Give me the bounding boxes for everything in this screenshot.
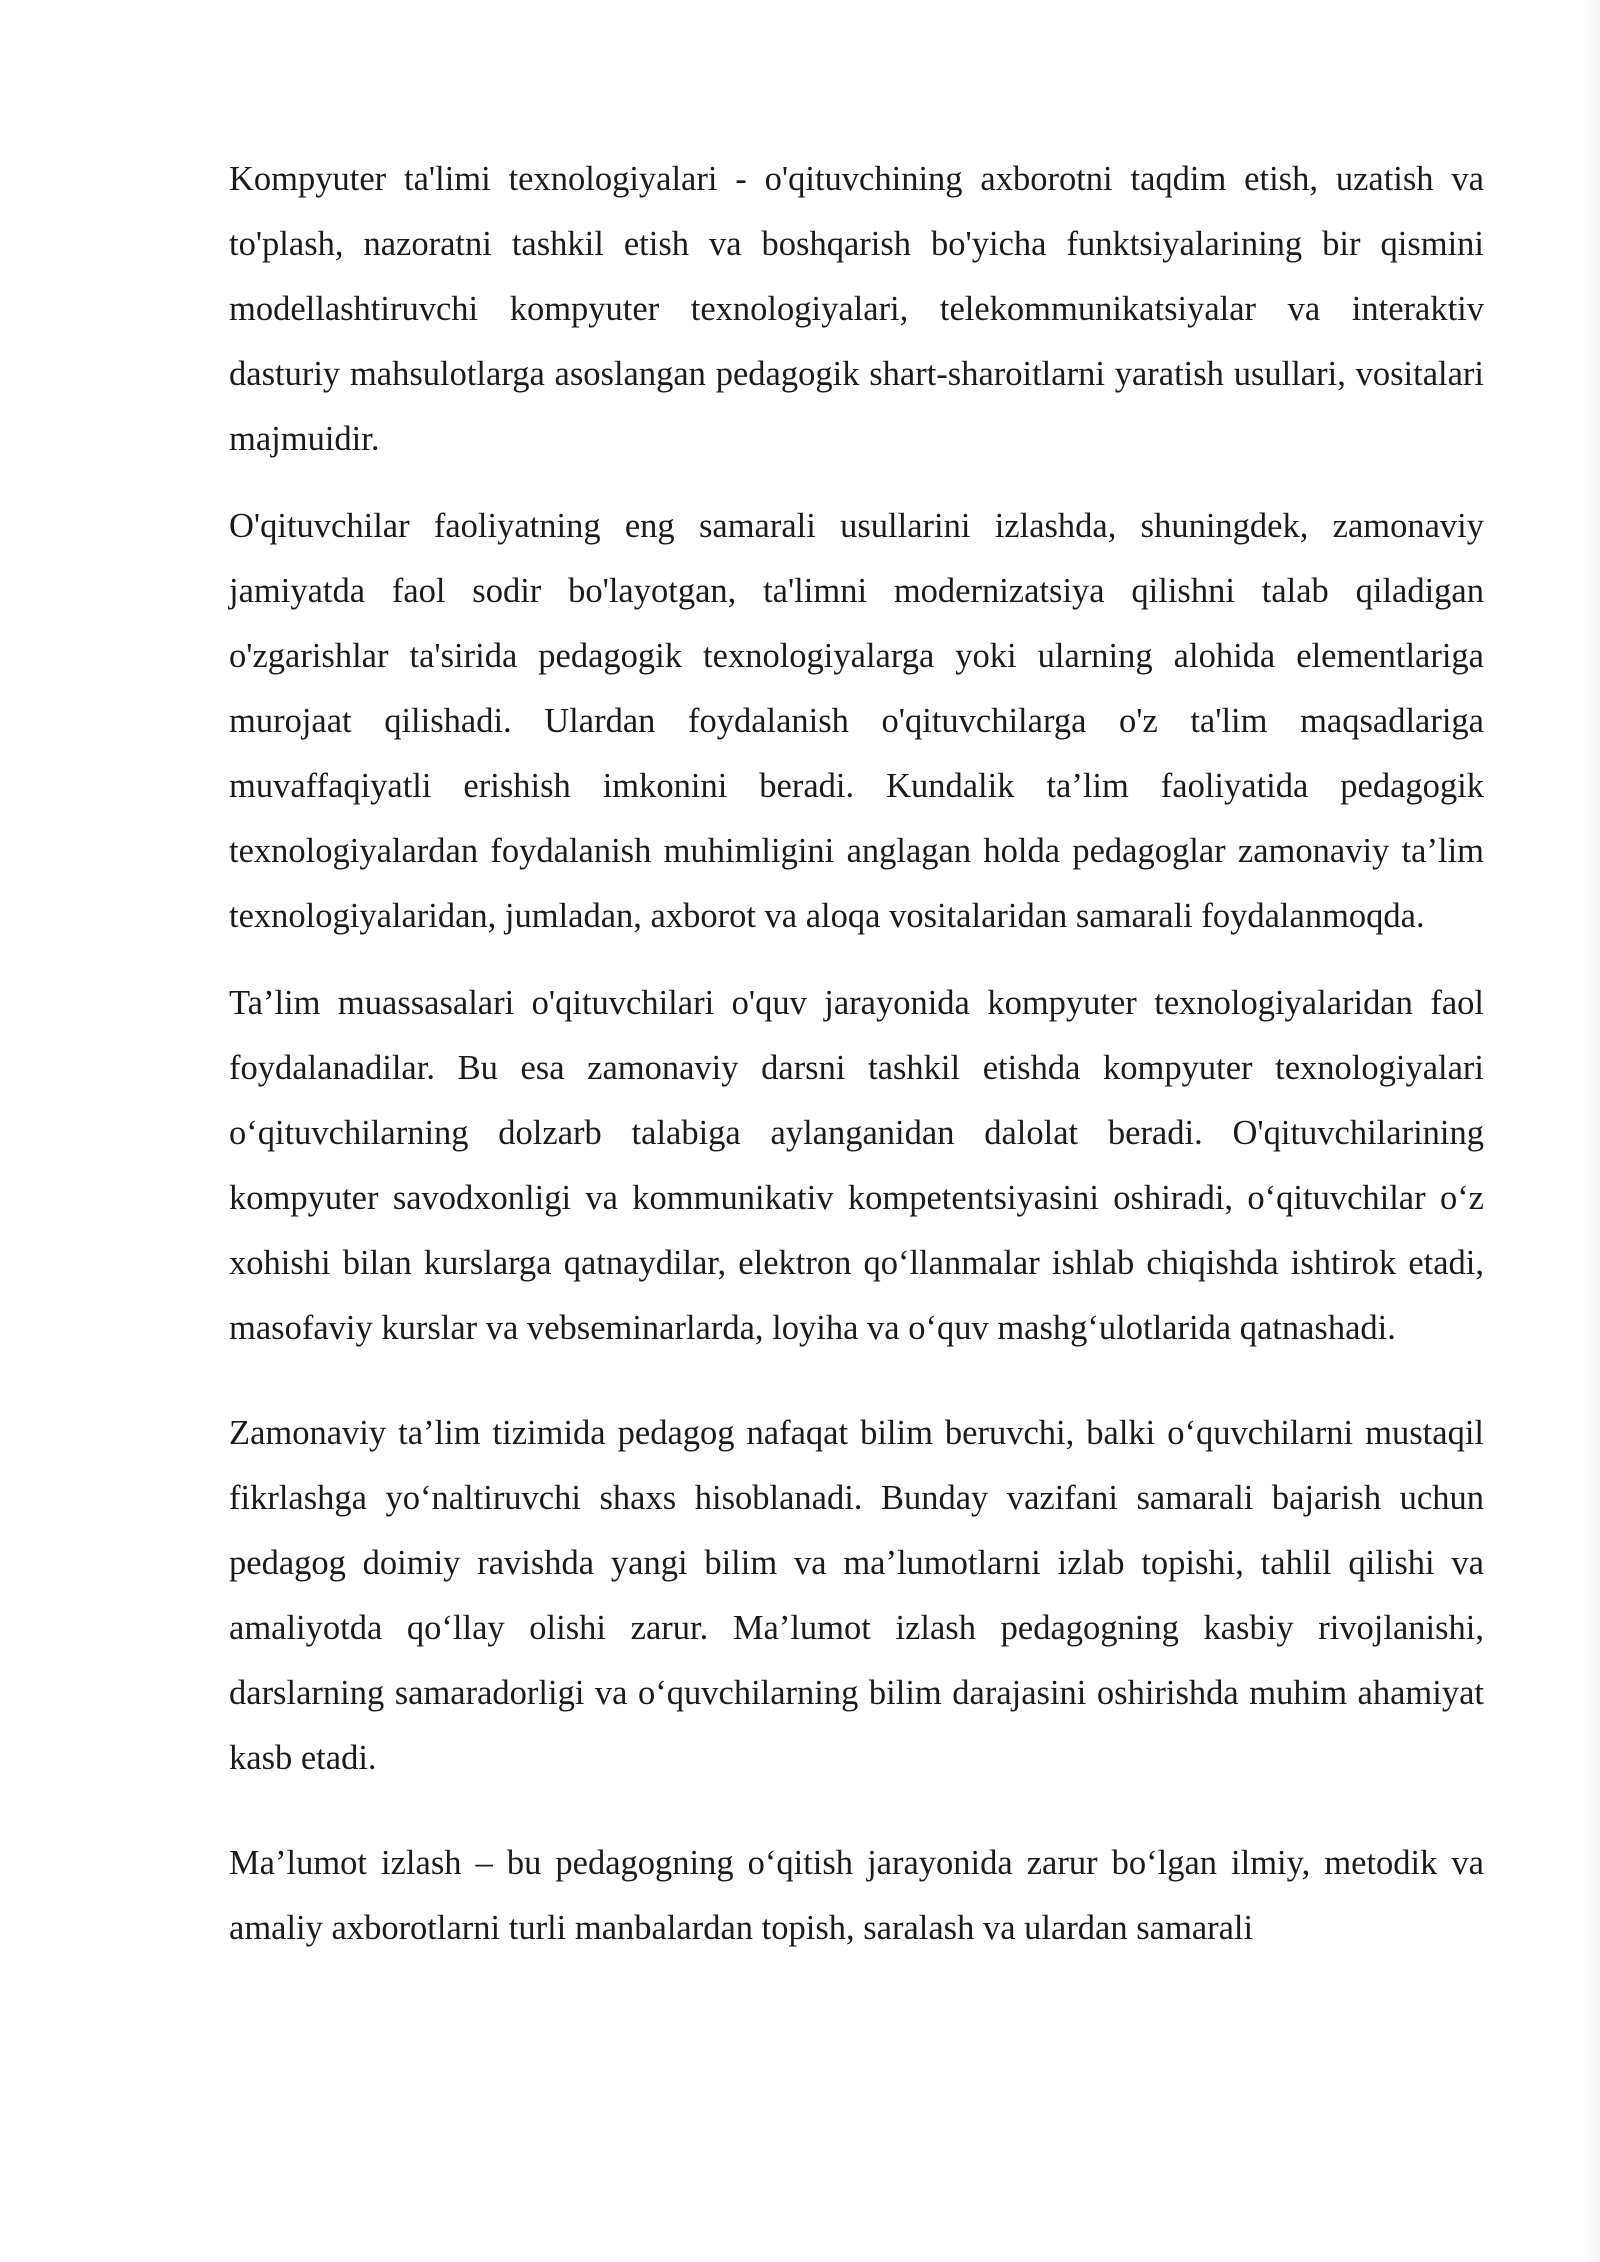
page-edge-shadow [1582,0,1600,2262]
document-body [229,147,1484,1961]
paragraph-5: Ma’lumot izlash – bu pedagogning o‘qitish jarayonida zarur bo‘lgan ilmiy, metodik va amaliy axborotlarni turli manbalardan topish, saralash va ulardan samarali [229,1844,1484,1947]
paragraph-2: O'qituvchilar faoliyatning eng samarali usullarini izlashda, shuningdek, zamonaviy jamiyatda faol sodir bo'layotgan, ta'limni modernizatsiya qilishni talab qiladigan o'zgarishlar ta'sirida pedagogik texnologiyalarga yoki ularning alohida elementlariga murojaat qilishadi. Ulardan foydalanish o'qituvchilarga o'z ta'lim maqsadlariga muvaffaqiyatli erishish imkonini beradi. Kundalik ta’lim faoliyatida pedagogik texnologiyalardan foydalanish muhimligini anglagan holda pedagoglar zamonaviy ta’lim texnologiyalaridan, jumladan, axborot va aloqa vositalaridan samarali foydalanmoqda. [229,507,1484,935]
paragraph-4: Zamonaviy ta’lim tizimida pedagog nafaqat bilim beruvchi, balki o‘quvchilarni mustaqil fikrlashga yo‘naltiruvchi shaxs hisoblanadi. Bunday vazifani samarali bajarish uchun pedagog doimiy ravishda yangi bilim va ma’lumotlarni izlab topishi, tahlil qilishi va amaliyotda qo‘llay olishi zarur. Ma’lumot izlash pedagogning kasbiy rivojlanishi, darslarning samaradorligi va o‘quvchilarning bilim darajasini oshirishda muhim ahamiyat kasb etadi. [229,1414,1484,1777]
paragraph-3: Ta’lim muassasalari o'qituvchilari o'quv jarayonida kompyuter texnologiyalaridan faol foydalanadilar. Bu esa zamonaviy darsni tashkil etishda kompyuter texnologiyalari o‘qituvchilarning dolzarb talabiga aylanganidan dalolat beradi. O'qituvchilarining kompyuter savodxonligi va kommunikativ kompetentsiyasini oshiradi, o‘qituvchilar o‘z xohishi bilan kurslarga qatnaydilar, elektron qo‘llanmalar ishlab chiqishda ishtirok etadi, masofaviy kurslar va vebseminarlarda, loyiha va o‘quv mashg‘ulotlarida qatnashadi. [229,984,1484,1347]
paragraph-1: Kompyuter ta'limi texnologiyalari - o'qituvchining axborotni taqdim etish, uzatish va to'plash, nazoratni tashkil etish va boshqarish bo'yicha funktsiyalarining bir qismini modellashtiruvchi kompyuter texnologiyalari, telekommunikatsiyalar va interaktiv dasturiy mahsulotlarga asoslangan pedagogik shart-sharoitlarni yaratish usullari, vositalari majmuidir. [229,160,1484,458]
